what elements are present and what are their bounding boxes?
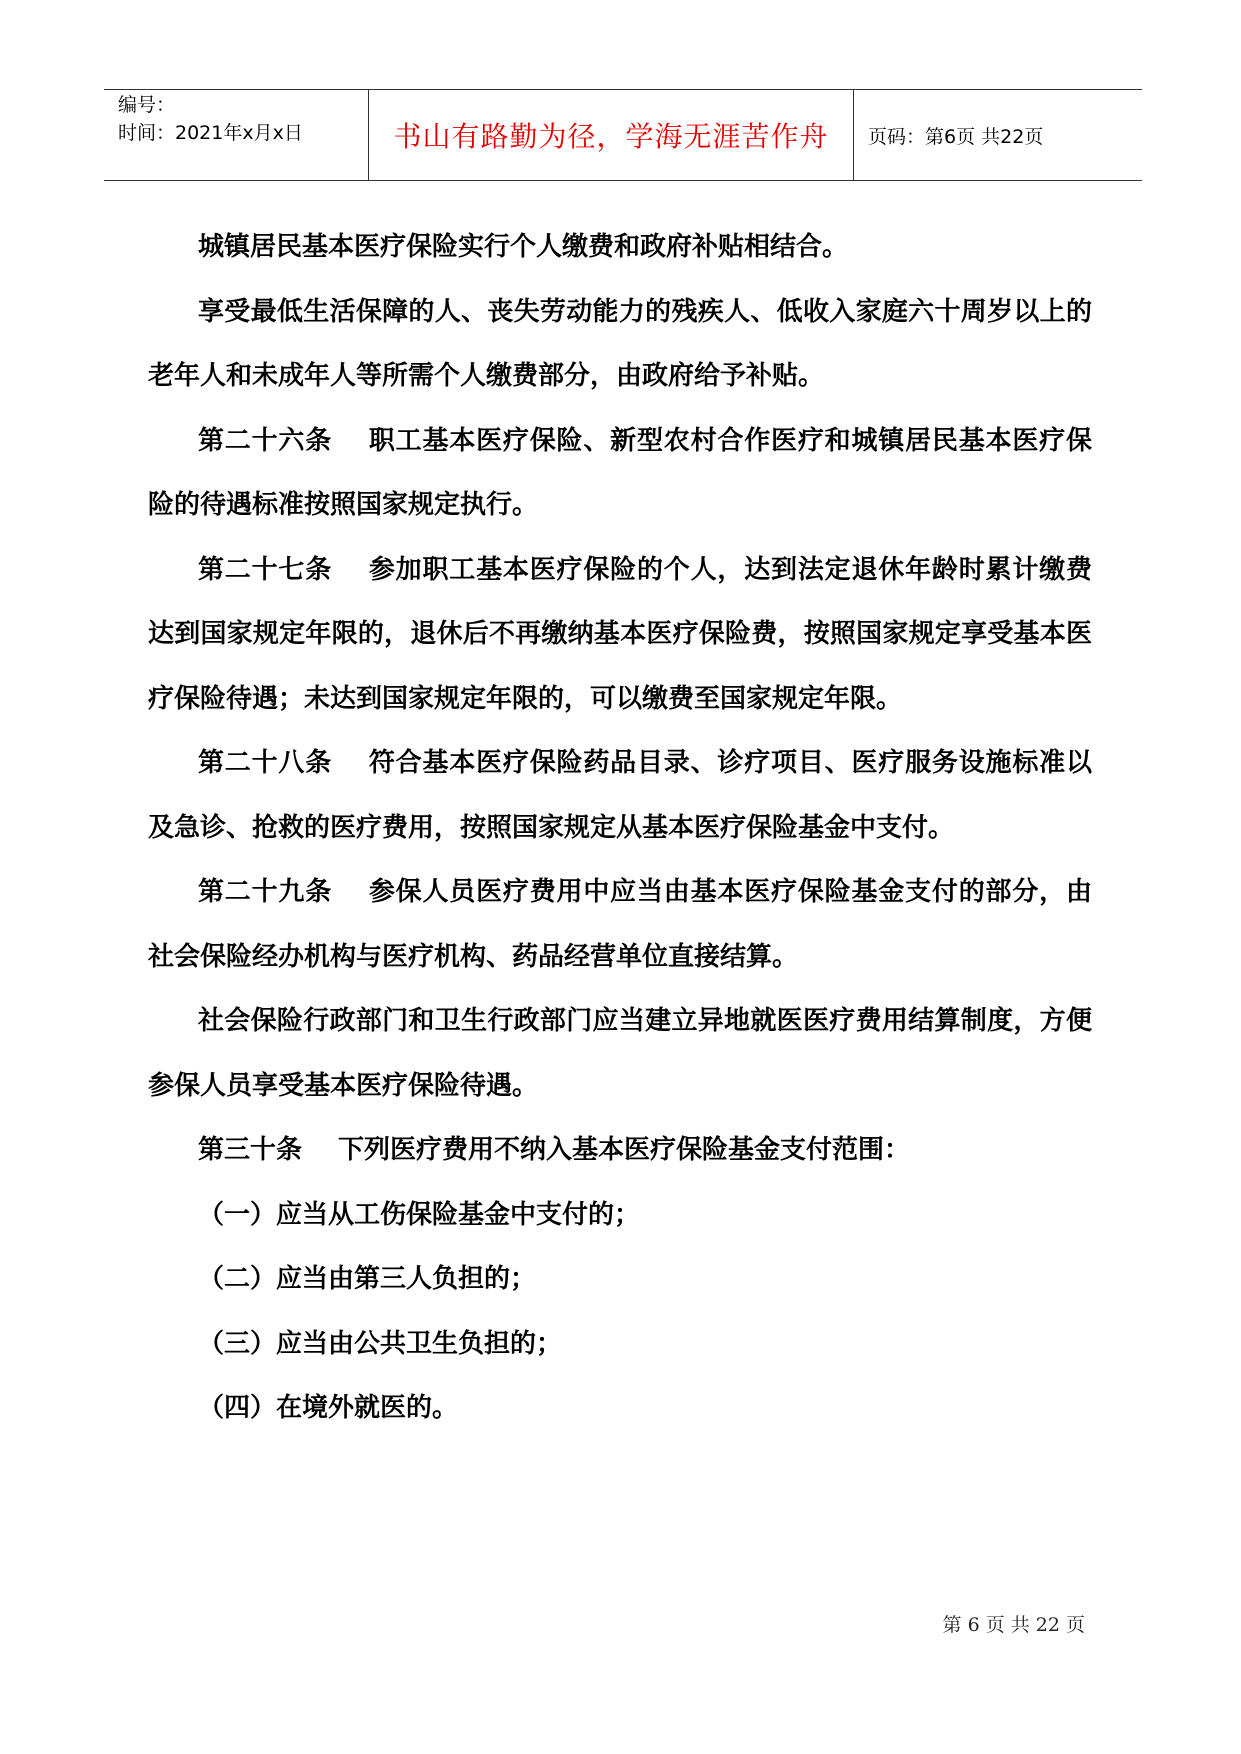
document-body [148, 215, 1092, 1441]
header-page-cell [854, 90, 1142, 180]
paragraph-subsidy: 享受最低生活保障的人、丧失劳动能力的残疾人、低收入家庭六十周岁以上的老年人和未成年人等所需个人缴费部分，由政府给予补贴。 [148, 296, 1092, 391]
article-28-text: 符合基本医疗保险药品目录、诊疗项目、医疗服务设施标准以及急诊、抢救的医疗费用，按照国家规定从基本医疗保险基金中支付。 [148, 748, 1092, 843]
article-27 [148, 538, 1092, 732]
article-26-title: 第二十六条 [198, 425, 333, 456]
header-motto-cell [368, 90, 854, 180]
header-meta-cell [104, 90, 368, 180]
list-item: （四）在境外就医的。 [198, 1393, 459, 1423]
list-item: （三）应当由公共卫生负担的； [198, 1328, 563, 1359]
header-page-info: 页码：第6页 共22页 [868, 125, 1044, 148]
article-27-title: 第二十七条 [198, 554, 333, 585]
article-26-text: 职工基本医疗保险、新型农村合作医疗和城镇居民基本医疗保险的待遇标准按照国家规定执行。 [148, 425, 1092, 520]
article-30-text: 下列医疗费用不纳入基本医疗保险基金支付范围： [338, 1135, 911, 1165]
article-26 [148, 409, 1092, 538]
article-29 [148, 860, 1092, 989]
paragraph-contribution: 城镇居民基本医疗保险实行个人缴费和政府补贴相结合。 [198, 232, 849, 262]
list-item: （二）应当由第三人负担的； [198, 1264, 537, 1294]
doc-code-label: 编号： [118, 94, 176, 116]
page-header [104, 89, 1142, 181]
header-motto: 书山有路勤为径，学海无涯苦作舟 [393, 120, 829, 153]
article-28-title: 第二十八条 [198, 748, 333, 778]
list-item: （一）应当从工伤保险基金中支付的； [198, 1199, 641, 1230]
paragraph-settlement: 社会保险行政部门和卫生行政部门应当建立异地就医医疗费用结算制度，方便参保人员享受基本医疗保险待遇。 [148, 1006, 1092, 1101]
article-30-title: 第三十条 [198, 1135, 303, 1165]
article-30 [148, 1118, 1092, 1183]
article-27-text: 参加职工基本医疗保险的个人，达到法定退休年龄时累计缴费达到国家规定年限的，退休后不再缴纳基本医疗保险费，按照国家规定享受基本医疗保险待遇；未达到国家规定年限的，可以缴费至国家规定年限。 [148, 554, 1092, 714]
doc-time-label: 时间：2021年x月x日 [118, 122, 303, 144]
article-28 [148, 731, 1092, 860]
article-29-title: 第二十九条 [198, 877, 333, 907]
article-29-text: 参保人员医疗费用中应当由基本医疗保险基金支付的部分，由社会保险经办机构与医疗机构、药品经营单位直接结算。 [148, 877, 1092, 972]
page-footer: 第 6 页 共 22 页 [942, 1614, 1085, 1636]
